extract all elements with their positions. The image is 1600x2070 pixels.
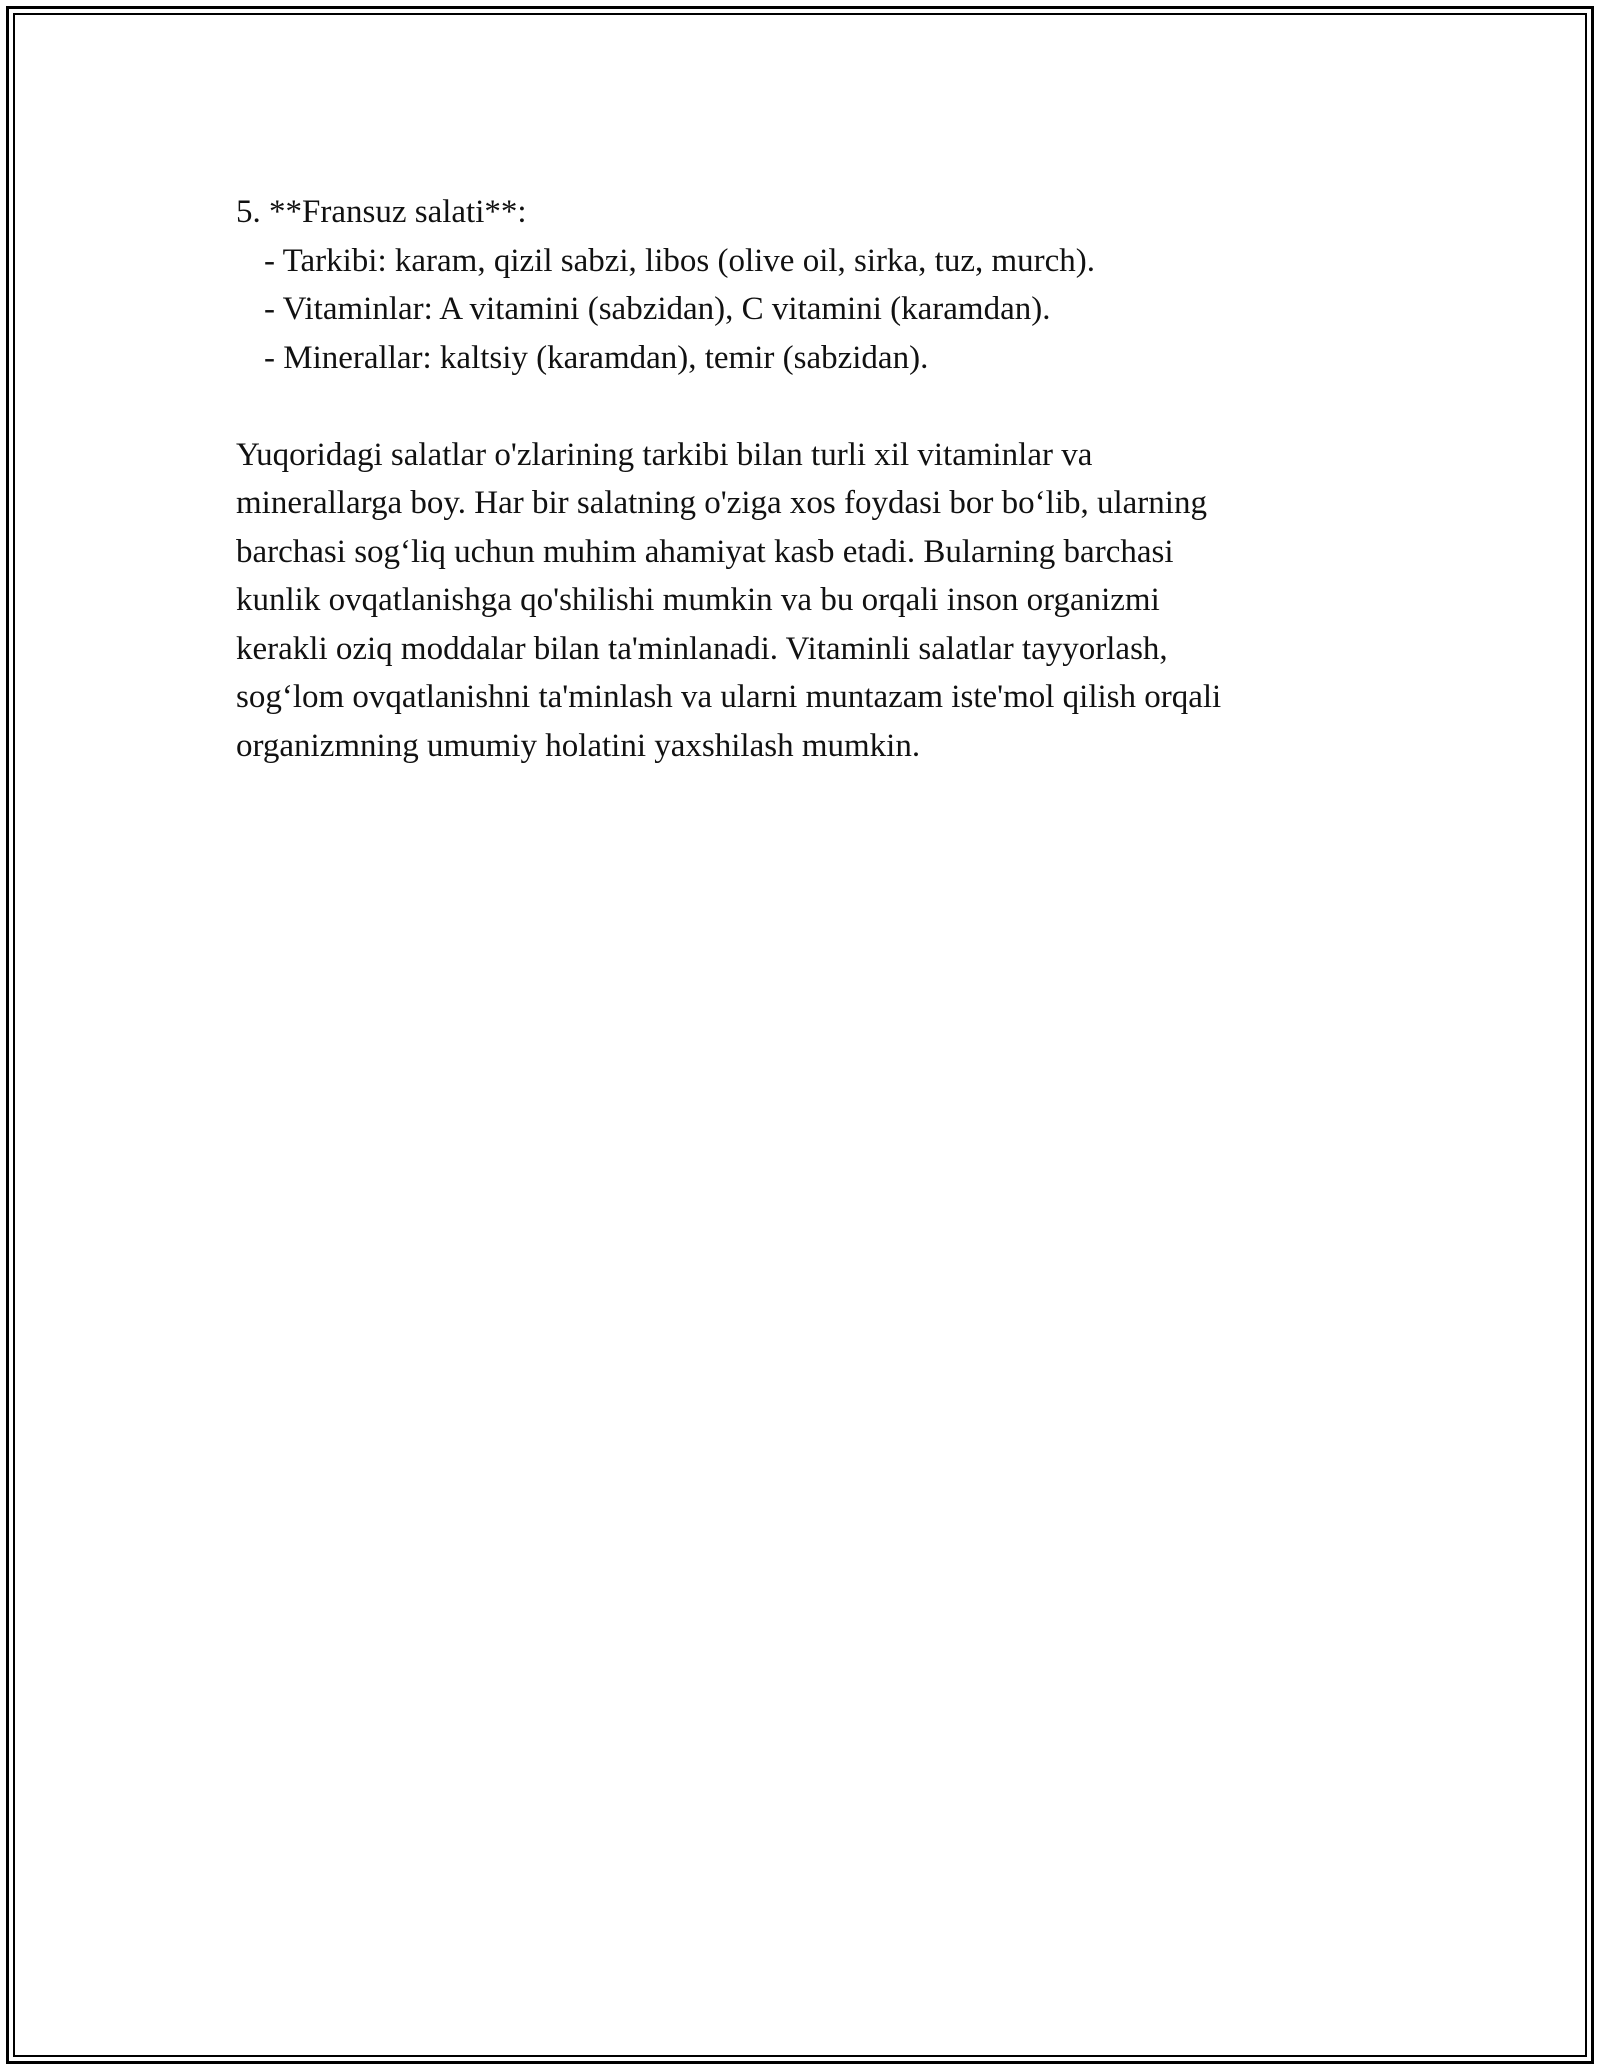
section-heading: 5. **Fransuz salati**: — [236, 194, 527, 230]
conclusion-line: Yuqoridagi salatlar o'zlarining tarkibi bilan turli xil vitaminlar va — [236, 436, 1093, 473]
vitamins-item: - Vitaminlar: A vitamini (sabzidan), C vitamini (karamdan). — [264, 291, 1051, 327]
conclusion-line: kunlik ovqatlanishga qo'shilishi mumkin va bu orqali inson organizmi — [236, 582, 1160, 618]
conclusion-paragraph — [236, 431, 1376, 771]
conclusion-line: barchasi sog‘liq uchun muhim ahamiyat kasb etadi. Bularning barchasi — [236, 533, 1174, 570]
ingredients-item: - Tarkibi: karam, qizil sabzi, libos (olive oil, sirka, tuz, murch). — [264, 242, 1096, 279]
conclusion-line: kerakli oziq moddalar bilan ta'minlanadi. Vitaminli salatlar tayyorlash, — [236, 630, 1168, 667]
conclusion-line: organizmning umumiy holatini yaxshilash mumkin. — [236, 727, 921, 764]
minerals-item: - Minerallar: kaltsiy (karamdan), temir (sabzidan). — [264, 339, 929, 376]
conclusion-line: sog‘lom ovqatlanishni ta'minlash va ularni muntazam iste'mol qilish orqali — [236, 679, 1222, 715]
salad-section — [236, 188, 1376, 382]
conclusion-line: minerallarga boy. Har bir salatning o'ziga xos foydasi bor bo‘lib, ularning — [236, 485, 1207, 521]
document-body — [236, 188, 1376, 770]
